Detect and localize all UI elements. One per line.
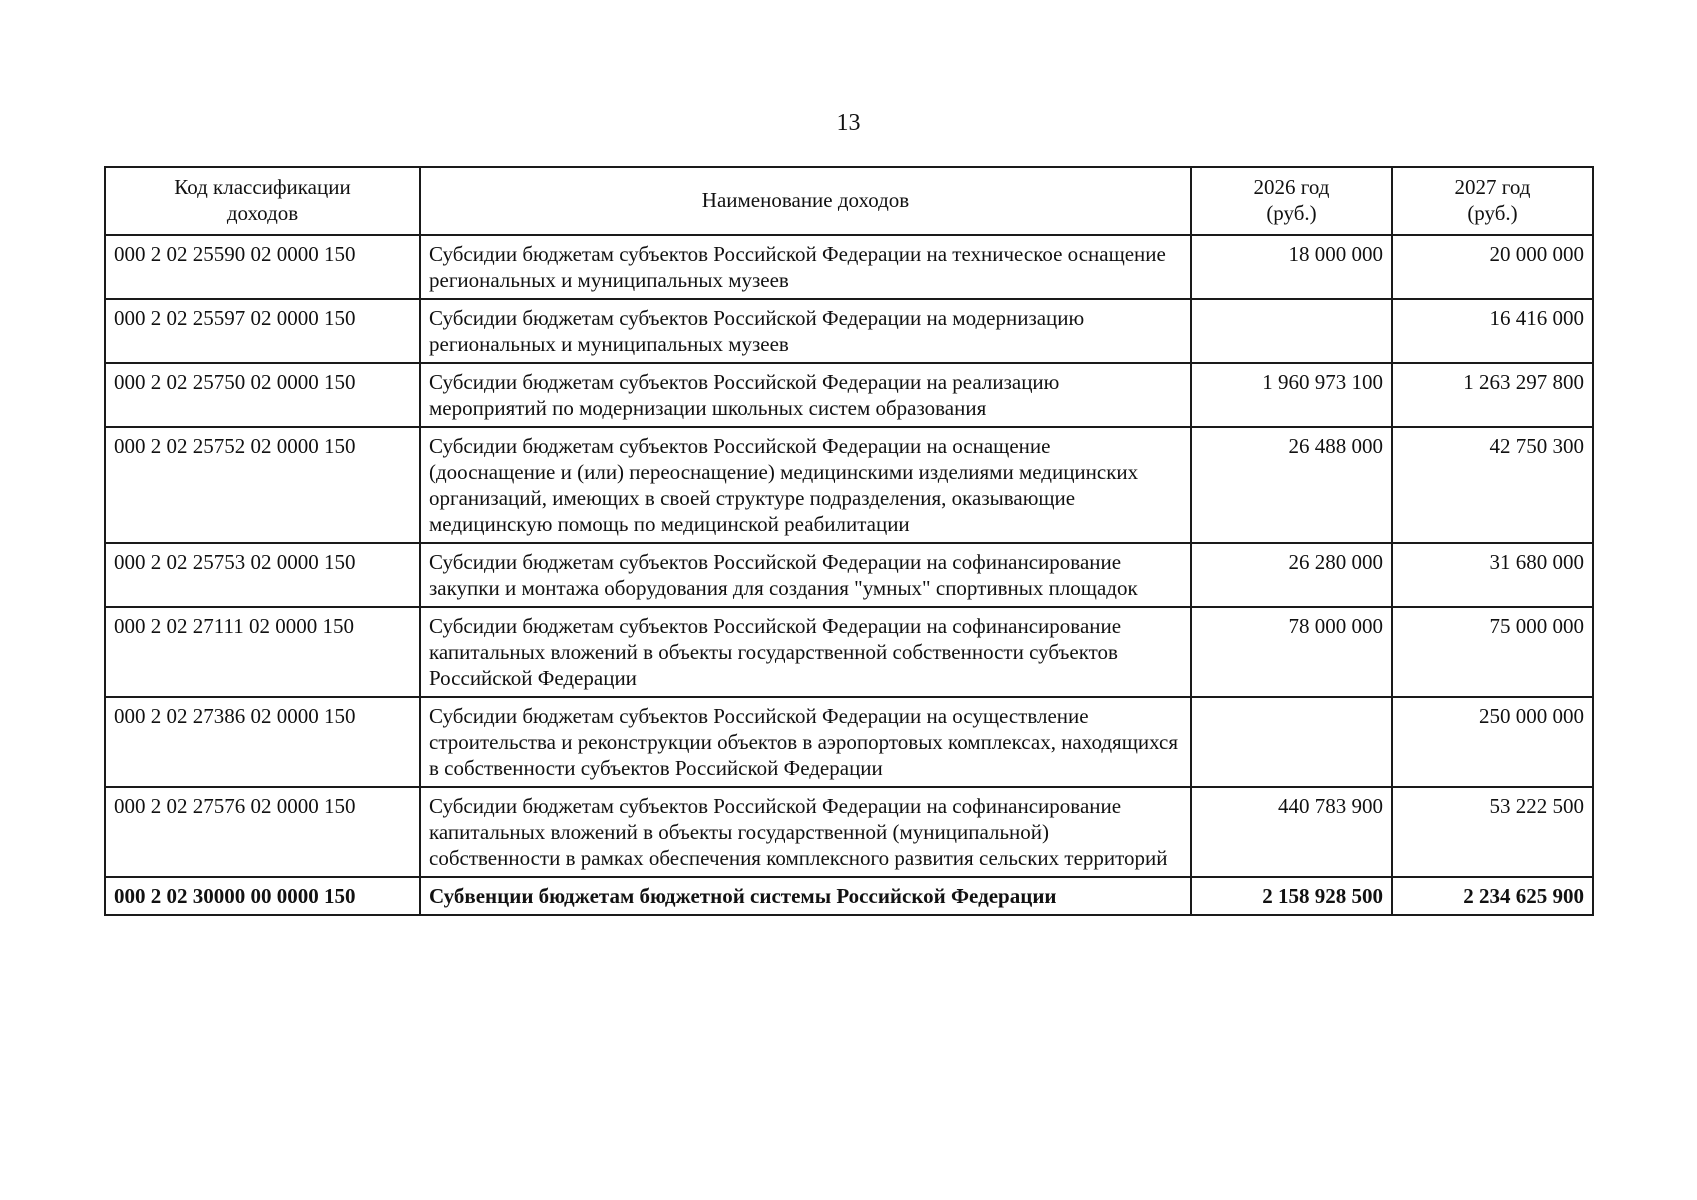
header-year-2027-line-2: (руб.)	[1467, 201, 1518, 225]
total-row	[105, 877, 1593, 915]
row-value-2026: 18 000 000	[1191, 235, 1392, 299]
row-code: 000 2 02 25753 02 0000 150	[105, 543, 420, 607]
row-value-2027: 20 000 000	[1392, 235, 1593, 299]
row-value-2026: 1 960 973 100	[1191, 363, 1392, 427]
header-year-2027	[1392, 167, 1593, 235]
row-code: 000 2 02 27386 02 0000 150	[105, 697, 420, 787]
header-code	[105, 167, 420, 235]
row-name: Субсидии бюджетам субъектов Российской Федерации на софинансирование капитальных вложений в объекты государственной (муниципальной) собственности в рамках обеспечения комплексного развития сельских территорий	[420, 787, 1191, 877]
table-row	[105, 697, 1593, 787]
row-name: Субсидии бюджетам субъектов Российской Федерации на техническое оснащение региональных и муниципальных музеев	[420, 235, 1191, 299]
header-year-2026-line-2: (руб.)	[1266, 201, 1317, 225]
header-code-line-1: Код классификации	[174, 175, 351, 199]
row-name: Субсидии бюджетам субъектов Российской Федерации на оснащение (дооснащение и (или) переоснащение) медицинскими изделиями медицинских организаций, имеющих в своей структуре подразделения, оказывающие медицинскую помощь по медицинской реабилитации	[420, 427, 1191, 543]
total-name: Субвенции бюджетам бюджетной системы Российской Федерации	[420, 877, 1191, 915]
row-value-2026: 440 783 900	[1191, 787, 1392, 877]
header-year-2026-line-1: 2026 год	[1253, 175, 1330, 199]
row-name: Субсидии бюджетам субъектов Российской Федерации на осуществление строительства и реконструкции объектов в аэропортовых комплексах, находящихся в собственности субъектов Российской Федерации	[420, 697, 1191, 787]
row-name: Субсидии бюджетам субъектов Российской Федерации на софинансирование капитальных вложений в объекты государственной собственности субъектов Российской Федерации	[420, 607, 1191, 697]
row-name: Субсидии бюджетам субъектов Российской Федерации на модернизацию региональных и муниципальных музеев	[420, 299, 1191, 363]
table-row	[105, 427, 1593, 543]
table-row	[105, 607, 1593, 697]
total-value-2026: 2 158 928 500	[1191, 877, 1392, 915]
table-row	[105, 299, 1593, 363]
row-value-2027: 42 750 300	[1392, 427, 1593, 543]
table-row	[105, 235, 1593, 299]
page-number: 13	[836, 110, 861, 136]
row-value-2026	[1191, 697, 1392, 787]
row-code: 000 2 02 25750 02 0000 150	[105, 363, 420, 427]
row-code: 000 2 02 25752 02 0000 150	[105, 427, 420, 543]
row-value-2027: 1 263 297 800	[1392, 363, 1593, 427]
row-name: Субсидии бюджетам субъектов Российской Федерации на софинансирование закупки и монтажа оборудования для создания "умных" спортивных площадок	[420, 543, 1191, 607]
row-name: Субсидии бюджетам субъектов Российской Федерации на реализацию мероприятий по модернизации школьных систем образования	[420, 363, 1191, 427]
header-name: Наименование доходов	[420, 167, 1191, 235]
total-value-2027: 2 234 625 900	[1392, 877, 1593, 915]
table-row	[105, 363, 1593, 427]
header-code-line-2: доходов	[226, 201, 299, 225]
row-value-2027: 75 000 000	[1392, 607, 1593, 697]
table-row	[105, 543, 1593, 607]
row-code: 000 2 02 25590 02 0000 150	[105, 235, 420, 299]
income-table	[104, 166, 1594, 916]
row-value-2026: 26 488 000	[1191, 427, 1392, 543]
header-year-2026	[1191, 167, 1392, 235]
row-value-2026: 26 280 000	[1191, 543, 1392, 607]
row-value-2027: 31 680 000	[1392, 543, 1593, 607]
table-row	[105, 787, 1593, 877]
row-code: 000 2 02 27576 02 0000 150	[105, 787, 420, 877]
row-value-2027: 53 222 500	[1392, 787, 1593, 877]
header-year-2027-line-1: 2027 год	[1454, 175, 1531, 199]
row-value-2026: 78 000 000	[1191, 607, 1392, 697]
row-value-2027: 250 000 000	[1392, 697, 1593, 787]
total-code: 000 2 02 30000 00 0000 150	[105, 877, 420, 915]
row-value-2027: 16 416 000	[1392, 299, 1593, 363]
table-header-row	[105, 167, 1593, 235]
row-value-2026	[1191, 299, 1392, 363]
row-code: 000 2 02 25597 02 0000 150	[105, 299, 420, 363]
row-code: 000 2 02 27111 02 0000 150	[105, 607, 420, 697]
